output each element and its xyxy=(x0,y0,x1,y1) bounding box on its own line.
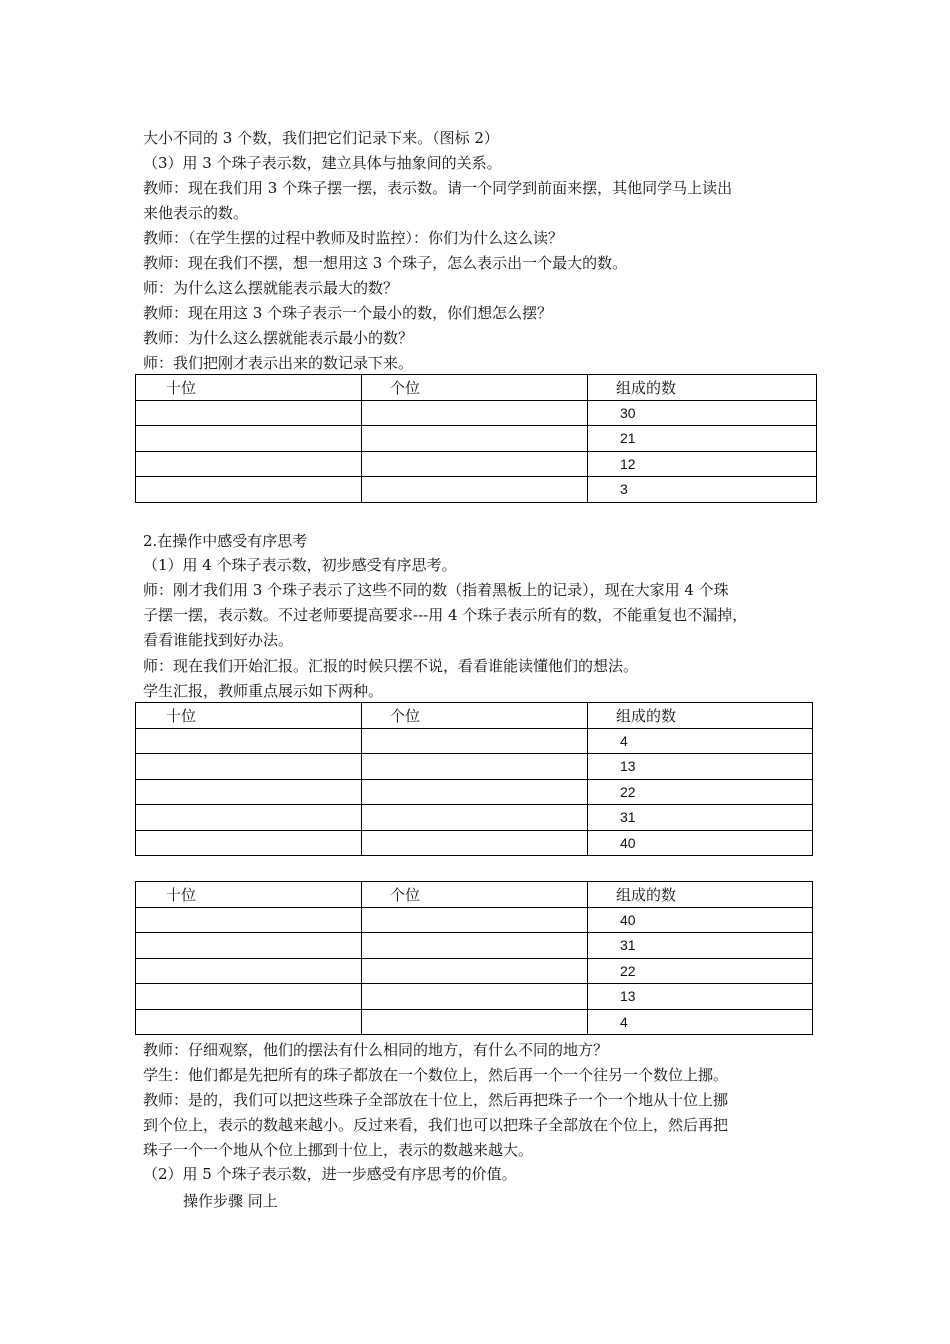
cell-ones xyxy=(362,728,588,754)
header-number: 组成的数 xyxy=(588,375,817,401)
text-line: 教师：现在我们不摆，想一想用这 3 个珠子，怎么表示出一个最大的数。 xyxy=(143,254,628,272)
text-line: 师：我们把刚才表示出来的数记录下来。 xyxy=(143,354,414,372)
table-row xyxy=(136,400,817,426)
text-line: 珠子一个一个地从个位上挪到十位上，表示的数越来越大。 xyxy=(143,1141,534,1159)
text-line: 教师：仔细观察，他们的摆法有什么相同的地方，有什么不同的地方？ xyxy=(143,1041,609,1059)
cell-number: 13 xyxy=(588,754,813,780)
cell-tens xyxy=(136,933,362,959)
header-number: 组成的数 xyxy=(588,882,813,908)
cell-ones xyxy=(362,779,588,805)
place-value-table-1 xyxy=(135,374,817,503)
header-tens: 十位 xyxy=(136,703,362,729)
cell-ones xyxy=(362,1009,588,1035)
text-line: 看看谁能找到好办法。 xyxy=(143,631,294,649)
header-ones: 个位 xyxy=(362,703,588,729)
text-line: 大小不同的 3 个数，我们把它们记录下来。（图标 2） xyxy=(143,129,499,147)
header-tens: 十位 xyxy=(136,882,362,908)
table-header-row xyxy=(136,703,813,729)
table-row xyxy=(136,754,813,780)
header-ones: 个位 xyxy=(362,375,588,401)
table-row xyxy=(136,933,813,959)
text-line: 师：为什么这么摆就能表示最大的数？ xyxy=(143,279,399,297)
cell-number: 22 xyxy=(588,958,813,984)
cell-tens xyxy=(136,907,362,933)
cell-ones xyxy=(362,451,588,477)
text-line: 学生：他们都是先把所有的珠子都放在一个数位上，然后再一个一个往另一个数位上挪。 xyxy=(143,1066,729,1084)
cell-ones xyxy=(362,754,588,780)
cell-tens xyxy=(136,477,362,503)
header-tens: 十位 xyxy=(136,375,362,401)
table-row xyxy=(136,958,813,984)
header-ones: 个位 xyxy=(362,882,588,908)
table-row xyxy=(136,984,813,1010)
table-row xyxy=(136,805,813,831)
text-line: 师：刚才我们用 3 个珠子表示了这些不同的数（指着黑板上的记录），现在大家用 4 个珠 xyxy=(143,581,729,599)
cell-tens xyxy=(136,830,362,856)
table-row xyxy=(136,907,813,933)
cell-number: 30 xyxy=(588,400,817,426)
text-line: 教师：为什么这么摆就能表示最小的数？ xyxy=(143,329,414,347)
cell-tens xyxy=(136,984,362,1010)
text-line: （2）用 5 个珠子表示数，进一步感受有序思考的价值。 xyxy=(143,1165,517,1183)
cell-tens xyxy=(136,754,362,780)
cell-number: 40 xyxy=(588,907,813,933)
cell-tens xyxy=(136,958,362,984)
table-header-row xyxy=(136,882,813,908)
cell-tens xyxy=(136,426,362,452)
text-line: 到个位上，表示的数越来越小。反过来看，我们也可以把珠子全部放在个位上，然后再把 xyxy=(143,1116,729,1134)
table-row xyxy=(136,426,817,452)
cell-tens xyxy=(136,451,362,477)
cell-ones xyxy=(362,933,588,959)
place-value-table-3 xyxy=(135,881,813,1035)
table-row xyxy=(136,830,813,856)
text-line: 教师：现在我们用 3 个珠子摆一摆，表示数。请一个同学到前面来摆，其他同学马上读出 xyxy=(143,179,733,197)
cell-number: 12 xyxy=(588,451,817,477)
table-row xyxy=(136,477,817,503)
cell-ones xyxy=(362,830,588,856)
cell-tens xyxy=(136,1009,362,1035)
text-line: 教师：（在学生摆的过程中教师及时监控）：你们为什么这么读？ xyxy=(143,229,564,247)
cell-number: 3 xyxy=(588,477,817,503)
cell-number: 21 xyxy=(588,426,817,452)
cell-ones xyxy=(362,984,588,1010)
cell-number: 22 xyxy=(588,779,813,805)
cell-ones xyxy=(362,400,588,426)
cell-number: 31 xyxy=(588,805,813,831)
table-row xyxy=(136,779,813,805)
cell-ones xyxy=(362,477,588,503)
text-line: 子摆一摆，表示数。不过老师要提高要求---用 4 个珠子表示所有的数，不能重复也不漏掉， xyxy=(143,606,748,624)
cell-ones xyxy=(362,805,588,831)
text-line: 教师：是的，我们可以把这些珠子全部放在十位上，然后再把珠子一个一个地从十位上挪 xyxy=(143,1091,729,1109)
cell-tens xyxy=(136,805,362,831)
text-line: 操作步骤 同上 xyxy=(183,1192,278,1210)
table-row xyxy=(136,451,817,477)
cell-number: 4 xyxy=(588,728,813,754)
header-number: 组成的数 xyxy=(588,703,813,729)
table-header-row xyxy=(136,375,817,401)
text-line: 学生汇报，教师重点展示如下两种。 xyxy=(143,682,384,700)
cell-number: 4 xyxy=(588,1009,813,1035)
place-value-table-2 xyxy=(135,702,813,856)
text-line: 教师：现在用这 3 个珠子表示一个最小的数，你们想怎么摆？ xyxy=(143,304,553,322)
cell-ones xyxy=(362,907,588,933)
text-line: 师：现在我们开始汇报。汇报的时候只摆不说，看看谁能读懂他们的想法。 xyxy=(143,657,639,675)
cell-ones xyxy=(362,958,588,984)
cell-number: 13 xyxy=(588,984,813,1010)
cell-tens xyxy=(136,728,362,754)
cell-number: 40 xyxy=(588,830,813,856)
cell-tens xyxy=(136,400,362,426)
text-line: （1）用 4 个珠子表示数，初步感受有序思考。 xyxy=(143,556,457,574)
section-heading: 2.在操作中感受有序思考 xyxy=(143,532,308,550)
cell-ones xyxy=(362,426,588,452)
text-line: （3）用 3 个珠子表示数，建立具体与抽象间的关系。 xyxy=(143,154,502,172)
cell-tens xyxy=(136,779,362,805)
table-row xyxy=(136,728,813,754)
cell-number: 31 xyxy=(588,933,813,959)
table-row xyxy=(136,1009,813,1035)
text-line: 来他表示的数。 xyxy=(143,204,249,222)
